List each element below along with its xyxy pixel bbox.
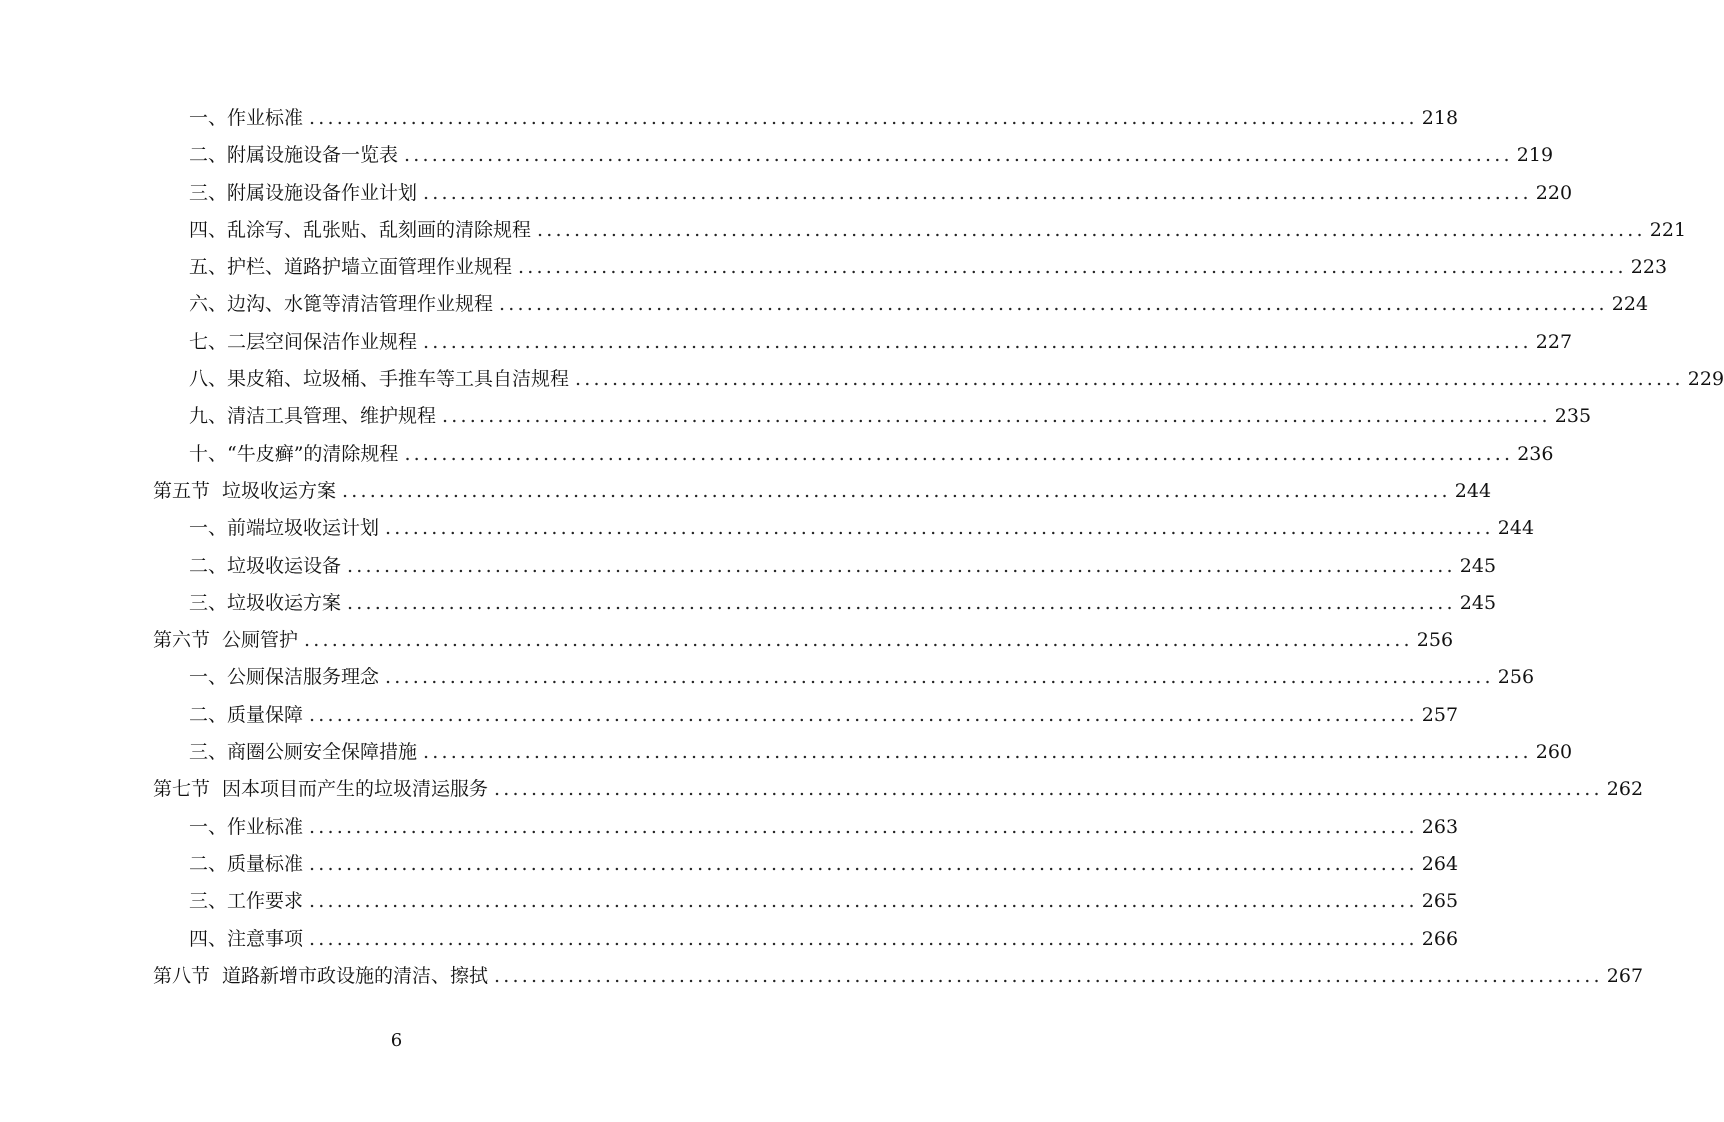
toc-page-number: 218 [1421, 107, 1459, 129]
toc-entry-title [189, 548, 341, 585]
toc-title-text: 四、注意事项 [189, 927, 304, 950]
toc-title-text: 八、果皮箱、垃圾桶、手推车等工具自洁规程 [189, 368, 570, 391]
toc-page-number: 262 [1606, 778, 1644, 801]
toc-entry[interactable] [0, 436, 1554, 473]
toc-title-text: 一、作业标准 [189, 815, 304, 838]
toc-page-number: 244 [1454, 479, 1492, 502]
toc-dot-leader: ........................................................................................................................ [309, 703, 1418, 726]
toc-dot-leader: ........................................................................................................................ [309, 890, 1418, 913]
toc-entry[interactable] [0, 734, 1573, 771]
toc-page-number: 221 [1649, 218, 1687, 241]
toc-title-text: 因本项目而产生的垃圾清运服务 [222, 778, 489, 801]
toc-title-text: 一、作业标准 [189, 107, 304, 129]
toc-title-text: 三、垃圾收运方案 [189, 591, 342, 614]
toc-entry[interactable] [0, 548, 1497, 585]
toc-page-number: 244 [1497, 517, 1535, 540]
toc-title-text: 二、附属设施设备一览表 [189, 144, 399, 167]
toc-dot-leader: ........................................................................................................................ [423, 330, 1532, 353]
toc-entry[interactable] [0, 921, 1459, 958]
toc-page-number: 257 [1421, 703, 1459, 726]
toc-title-text: 三、工作要求 [189, 890, 304, 913]
toc-dot-leader: ........................................................................................................................ [494, 778, 1603, 801]
toc-dot-leader: ........................................................................................................................ [423, 181, 1532, 204]
toc-entry-title [189, 734, 417, 771]
toc-entry[interactable] [0, 659, 1535, 696]
toc-entry[interactable] [0, 809, 1459, 846]
toc-page-number: 256 [1416, 629, 1454, 652]
toc-entry-title [189, 883, 303, 920]
toc-entry-title [189, 697, 303, 734]
toc-entry[interactable] [0, 510, 1535, 547]
toc-page-number: 264 [1421, 852, 1459, 875]
toc-dot-leader: ........................................................................................................................ [494, 964, 1603, 987]
toc-page-number: 266 [1421, 927, 1459, 950]
toc-title-text: 二、质量标准 [189, 852, 304, 875]
toc-entry[interactable] [0, 958, 1644, 995]
toc-entry[interactable] [0, 473, 1492, 510]
toc-section-label: 第五节 [153, 479, 211, 502]
toc-dot-leader: ........................................................................................................................ [385, 517, 1494, 540]
toc-title-text: 九、清洁工具管理、维护规程 [189, 405, 437, 428]
toc-entry-title [189, 436, 398, 473]
toc-dot-leader: ........................................................................................................................ [575, 368, 1684, 391]
toc-title-text: 一、前端垃圾收运计划 [189, 517, 380, 540]
toc-title-text: 七、二层空间保洁作业规程 [189, 330, 418, 353]
toc-entry[interactable] [0, 622, 1454, 659]
toc-page-number: 245 [1459, 554, 1497, 577]
toc-entry-title [153, 958, 488, 995]
toc-page-number: 224 [1611, 293, 1649, 316]
toc-dot-leader: ........................................................................................................................ [442, 405, 1551, 428]
toc-entry[interactable] [0, 398, 1592, 435]
toc-dot-leader: ........................................................................................................................ [309, 927, 1418, 950]
toc-entry[interactable] [0, 286, 1649, 323]
toc-dot-leader: ........................................................................................................................ [518, 256, 1627, 279]
toc-page-number: 236 [1517, 442, 1554, 465]
toc-page-number: 267 [1606, 964, 1644, 987]
toc-entry[interactable] [0, 175, 1573, 212]
toc-dot-leader: ........................................................................................................................ [309, 815, 1418, 838]
toc-entry-title [189, 659, 379, 696]
toc-entry[interactable] [0, 771, 1644, 808]
toc-page-number: 263 [1421, 815, 1459, 838]
toc-entry[interactable] [0, 846, 1459, 883]
toc-entry-title [153, 771, 488, 808]
toc-title-text: 垃圾收运方案 [222, 479, 337, 502]
toc-title-text: 道路新增市政设施的清洁、擦拭 [222, 964, 489, 987]
toc-entry-title [189, 921, 303, 958]
toc-dot-leader: ........................................................................................................................ [342, 479, 1451, 502]
toc-title-text: 二、质量保障 [189, 703, 304, 726]
toc-page-number: 229 [1687, 368, 1724, 391]
toc-entry-title [189, 324, 417, 361]
toc-entry-title [189, 100, 303, 137]
toc-title-text: 六、边沟、水篦等清洁管理作业规程 [189, 293, 494, 316]
toc-dot-leader: ........................................................................................................................ [499, 293, 1608, 316]
toc-dot-leader: ........................................................................................................................ [309, 107, 1418, 129]
toc-dot-leader: ........................................................................................................................ [347, 591, 1456, 614]
toc-entry-title [153, 622, 298, 659]
toc-entry[interactable] [0, 249, 1668, 286]
table-of-contents [0, 100, 1724, 995]
toc-page-number: 227 [1535, 330, 1573, 353]
page-number: 6 [390, 1030, 403, 1051]
toc-dot-leader: ........................................................................................................................ [537, 218, 1646, 241]
toc-entry-title [189, 585, 341, 622]
toc-page-number: 260 [1535, 741, 1573, 764]
toc-title-text: 公厕管护 [222, 629, 299, 652]
toc-entry-title [189, 846, 303, 883]
toc-page-number: 223 [1630, 256, 1668, 279]
toc-title-text: 二、垃圾收运设备 [189, 554, 342, 577]
toc-dot-leader: ........................................................................................................................ [423, 741, 1532, 764]
toc-dot-leader: ........................................................................................................................ [347, 554, 1456, 577]
toc-entry[interactable] [0, 137, 1554, 174]
toc-entry-title [189, 510, 379, 547]
toc-page-number: 256 [1497, 666, 1535, 689]
toc-title-text: 一、公厕保洁服务理念 [189, 666, 380, 689]
toc-entry-title [189, 361, 569, 398]
toc-entry-title [189, 175, 417, 212]
toc-entry[interactable] [0, 212, 1687, 249]
toc-page-number: 220 [1535, 181, 1573, 204]
toc-section-label: 第七节 [153, 778, 211, 801]
toc-entry-title [189, 809, 303, 846]
toc-entry[interactable] [0, 697, 1459, 734]
toc-entry-title [189, 212, 531, 249]
toc-entry[interactable] [0, 324, 1573, 361]
toc-entry-title [189, 249, 512, 286]
toc-title-text: 三、附属设施设备作业计划 [189, 181, 418, 204]
toc-entry-title [189, 286, 493, 323]
toc-entry[interactable] [0, 883, 1459, 920]
toc-entry[interactable] [0, 100, 1459, 137]
toc-entry[interactable] [0, 361, 1724, 398]
toc-dot-leader: ........................................................................................................................ [404, 442, 1514, 465]
toc-section-label: 第八节 [153, 964, 211, 987]
toc-title-text: 四、乱涂写、乱张贴、乱刻画的清除规程 [189, 218, 532, 241]
toc-dot-leader: ........................................................................................................................ [385, 666, 1494, 689]
toc-dot-leader: ........................................................................................................................ [404, 144, 1513, 167]
toc-page-number: 219 [1516, 144, 1554, 167]
toc-title-text: 五、护栏、道路护墙立面管理作业规程 [189, 256, 513, 279]
toc-dot-leader: ........................................................................................................................ [304, 629, 1413, 652]
toc-section-label: 第六节 [153, 629, 211, 652]
toc-entry-title [153, 473, 336, 510]
toc-entry-title [189, 398, 436, 435]
toc-page-number: 245 [1459, 591, 1497, 614]
toc-entry-title [189, 137, 398, 174]
toc-dot-leader: ........................................................................................................................ [309, 852, 1418, 875]
toc-page-number: 265 [1421, 890, 1459, 913]
toc-entry[interactable] [0, 585, 1497, 622]
toc-title-text: 三、商圈公厕安全保障措施 [189, 741, 418, 764]
toc-page-number: 235 [1554, 405, 1592, 428]
toc-title-text: 十、“牛皮癣”的清除规程 [189, 442, 399, 465]
